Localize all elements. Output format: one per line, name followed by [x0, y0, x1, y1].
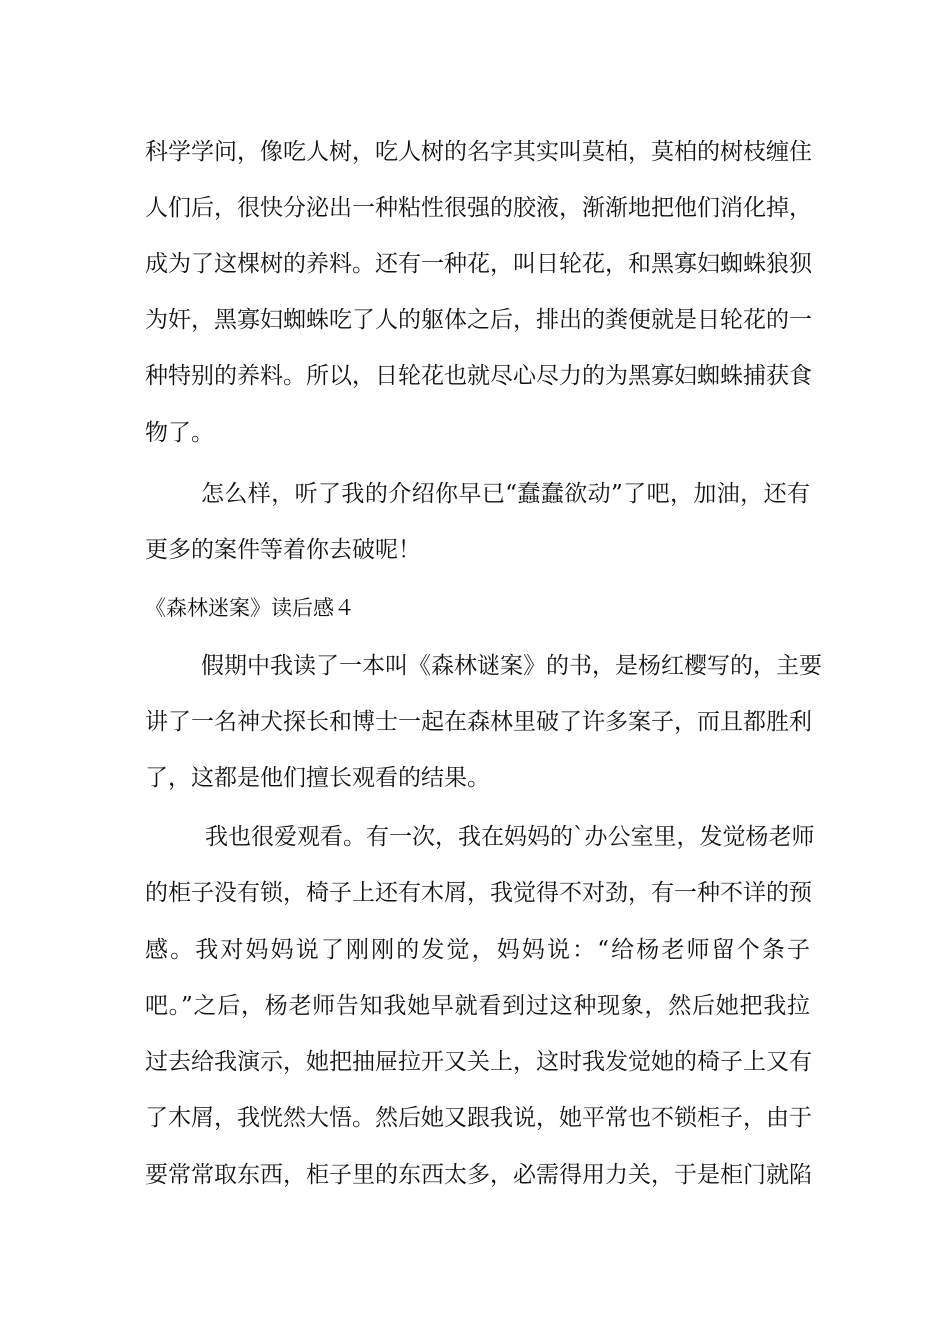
p4-line-2: 的柜子没有锁，椅子上还有木屑，我觉得不对劲，有一种不详的预: [145, 880, 812, 906]
p1-line-1: 科学学问，像吃人树，吃人树的名字其实叫莫柏，莫柏的树枝缠住: [145, 139, 812, 165]
p4-line-5: 过去给我演示，她把抽屉拉开又关上，这时我发觉她的椅子上又有: [145, 1049, 812, 1075]
p1-line-4: 为奸，黑寡妇蜘蛛吃了人的躯体之后，排出的粪便就是日轮花的一: [145, 307, 812, 333]
section-heading: 《森林迷案》读后感４: [145, 596, 355, 620]
p1-line-6: 物了。: [145, 420, 214, 446]
p4-line-6: 了木屑，我恍然大悟。然后她又跟我说，她平常也不锁柜子，由于: [145, 1105, 812, 1131]
p3-line-3: 了，这都是他们擅长观看的结果。: [145, 765, 490, 791]
p2-line-2: 更多的案件等着你去破呢！: [145, 537, 421, 563]
p3-line-1: 假期中我读了一本叫《森林谜案》的书，是杨红樱写的，主要: [201, 653, 822, 679]
p4-line-3: 感。我对妈妈说了刚刚的发觉，妈妈说：“给杨老师留个条子: [145, 937, 810, 963]
p1-line-3: 成为了这棵树的养料。还有一种花，叫日轮花，和黑寡妇蜘蛛狼狈: [145, 251, 812, 277]
p4-line-4: 吧。”之后，杨老师告知我她早就看到过这种现象，然后她把我拉: [145, 993, 810, 1019]
p4-line-7: 要常常取东西，柜子里的东西太多，必需得用力关，于是柜门就陷: [145, 1162, 812, 1188]
p1-line-2: 人们后，很快分泌出一种粘性很强的胶液，渐渐地把他们消化掉，: [145, 195, 812, 221]
p4-line-1: 我也很爱观看。有一次，我在妈妈的`办公室里，发觉杨老师: [205, 824, 815, 850]
p2-line-1: 怎么样，听了我的介绍你早已“蠢蠢欲动”了吧，加油，还有: [201, 481, 810, 507]
p1-line-5: 种特别的养料。所以，日轮花也就尽心尽力的为黑寡妇蜘蛛捕获食: [145, 363, 812, 389]
p3-line-2: 讲了一名神犬探长和博士一起在森林里破了许多案子，而且都胜利: [145, 709, 812, 735]
